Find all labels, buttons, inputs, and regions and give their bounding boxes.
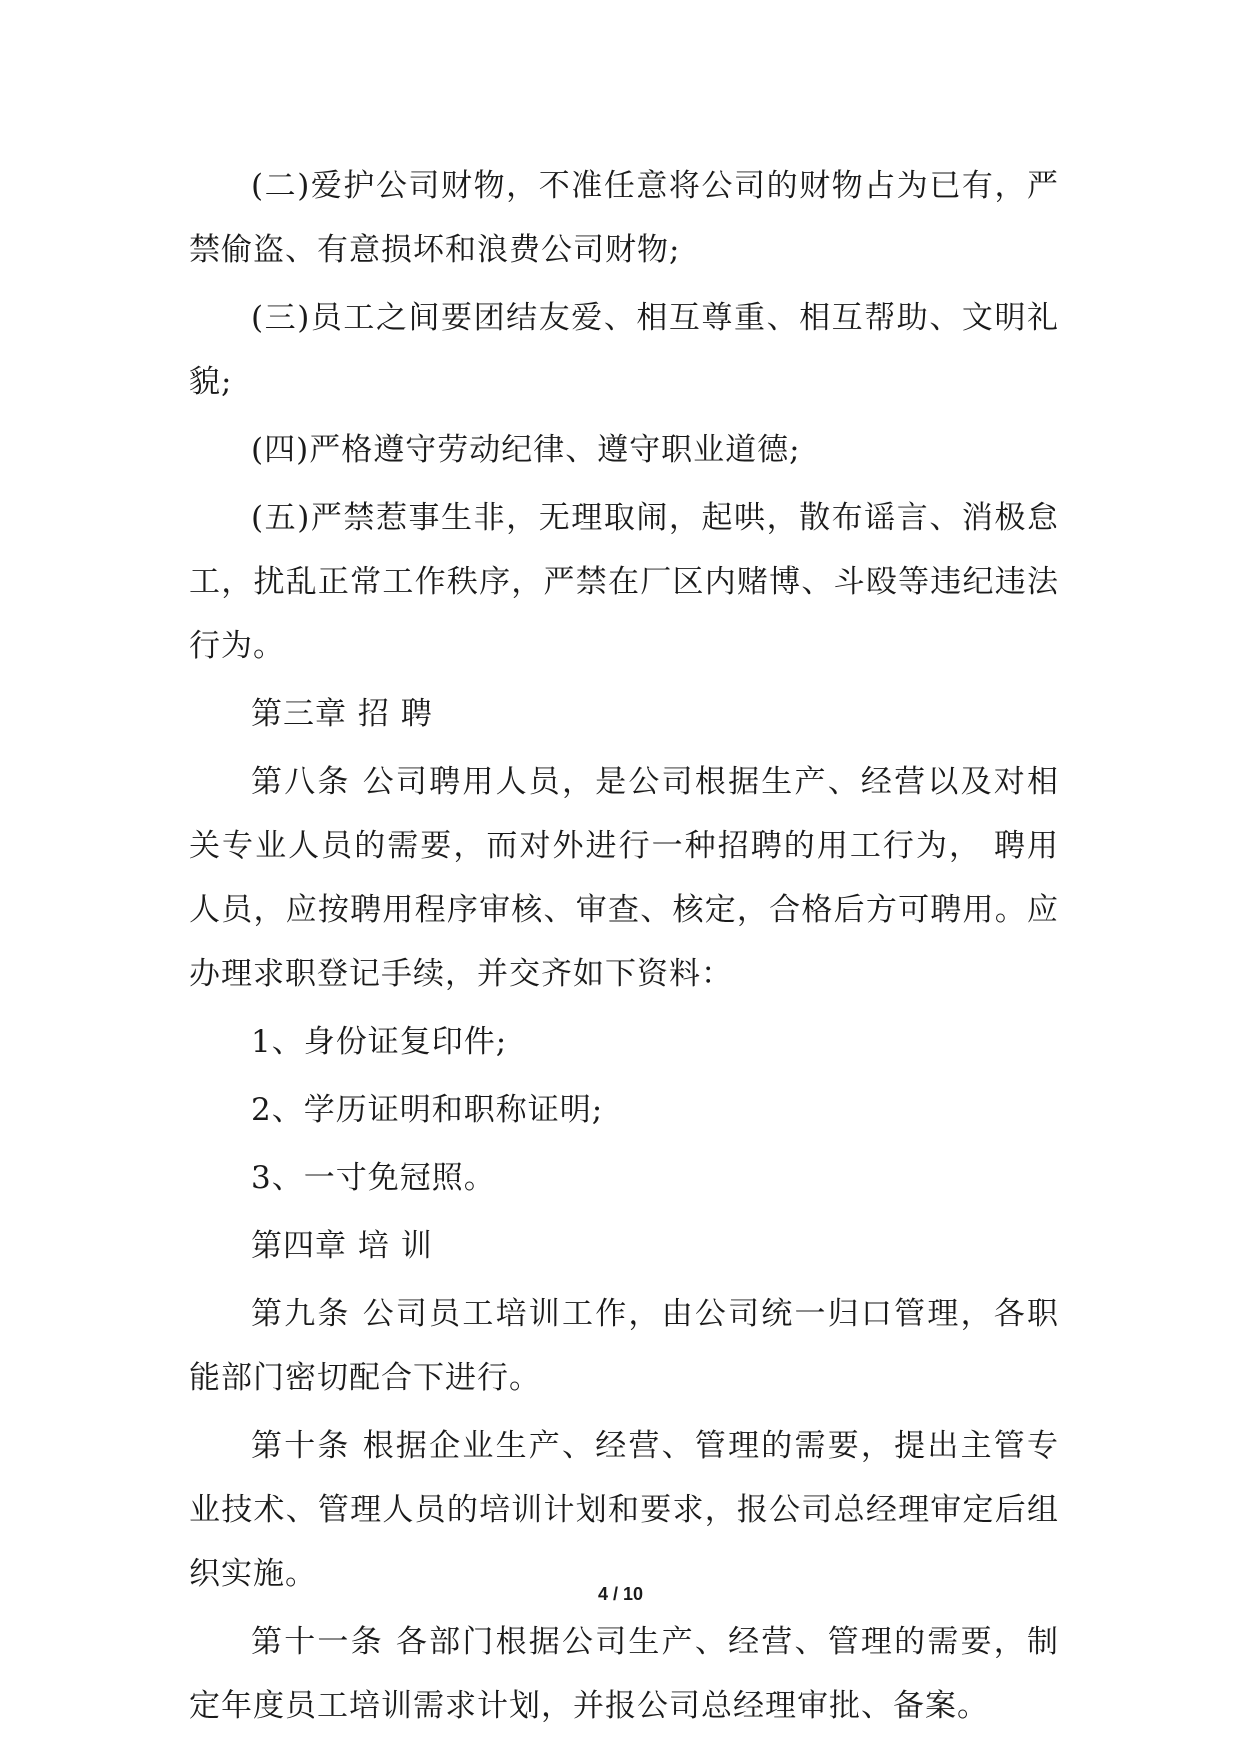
document-body (189, 154, 1059, 1738)
list-item: 3、一寸免冠照。 (251, 1160, 496, 1196)
list-item: 1、身份证复印件; (251, 1024, 508, 1060)
paragraph: 第十一条 各部门根据公司生产、经营、管理的需要，制定年度员工培训需求计划，并报公司总经理审批、备案。 (189, 1624, 1059, 1724)
page-number: 4 / 10 (597, 1584, 644, 1604)
chapter-heading: 第三章 招 聘 (251, 696, 433, 732)
paragraph: 第十条 根据企业生产、经营、管理的需要，提出主管专业技术、管理人员的培训计划和要求，报公司总经理审定后组织实施。 (189, 1428, 1059, 1592)
paragraph: (四)严格遵守劳动纪律、遵守职业道德; (251, 432, 801, 468)
paragraph: (五)严禁惹事生非，无理取闹，起哄，散布谣言、消极怠工，扰乱正常工作秩序，严禁在厂区内赌博、斗殴等违纪违法行为。 (189, 500, 1059, 664)
chapter-heading: 第四章 培 训 (251, 1228, 433, 1264)
list-item: 2、学历证明和职称证明; (251, 1092, 604, 1128)
paragraph: 第八条 公司聘用人员，是公司根据生产、经营以及对相关专业人员的需要，而对外进行一种招聘的用工行为， 聘用人员，应按聘用程序审核、审查、核定，合格后方可聘用。应办理求职登记手续，并交齐如下资料： (189, 764, 1059, 992)
paragraph: (二)爱护公司财物，不准任意将公司的财物占为已有，严禁偷盗、有意损坏和浪费公司财物; (189, 168, 1059, 268)
paragraph: (三)员工之间要团结友爱、相互尊重、相互帮助、文明礼貌; (189, 300, 1059, 400)
paragraph: 第九条 公司员工培训工作，由公司统一归口管理，各职能部门密切配合下进行。 (189, 1296, 1059, 1396)
